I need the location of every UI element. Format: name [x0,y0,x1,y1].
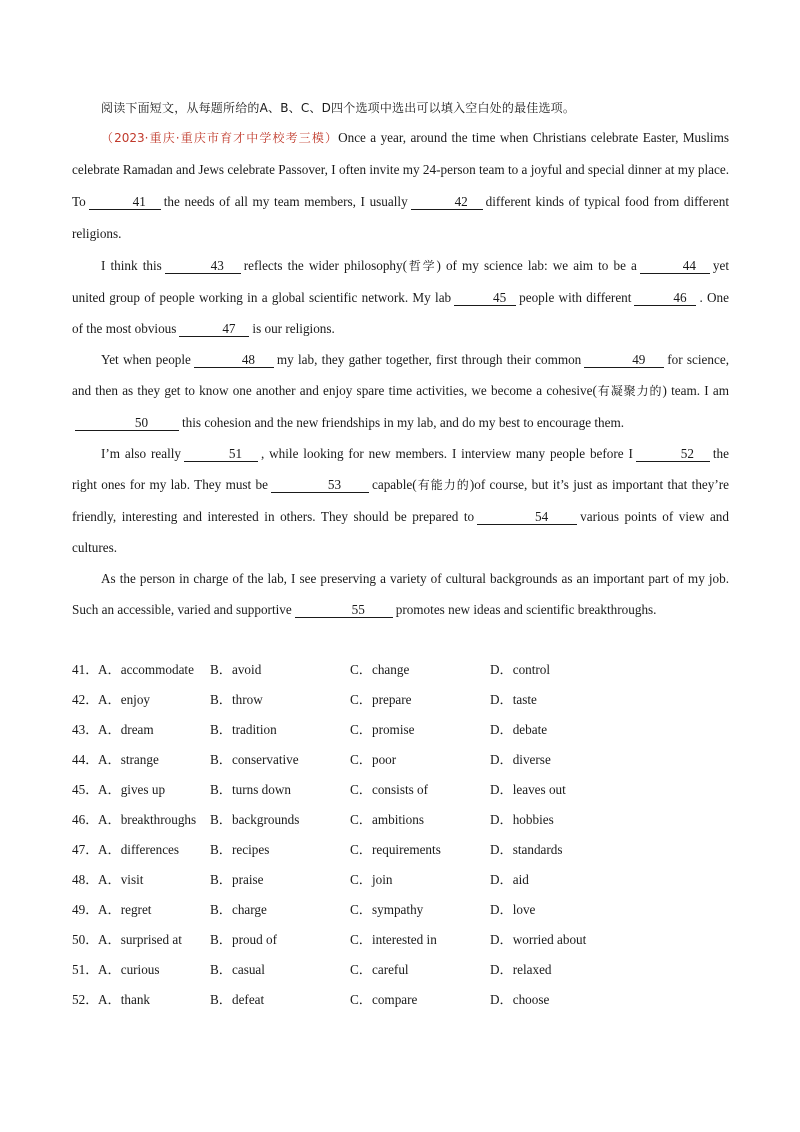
question-list [72,653,772,1013]
question-number: 47． [72,842,99,857]
option-c[interactable]: C．poor [350,752,397,767]
option-a[interactable]: A．breakthroughs [98,812,197,827]
blank-47[interactable]: 47 [179,321,249,337]
question-number: 50． [72,932,99,947]
option-d[interactable]: D．leaves out [490,782,566,797]
blank-43[interactable]: 43 [165,258,241,274]
question-row [72,953,772,983]
blank-49[interactable]: 49 [584,352,664,368]
passage-text: for science, and then as they get to know one another and enjoy spare time activities, we become a cohesive( [72,352,729,398]
paragraph-1 [72,122,729,250]
question-number: 51． [72,962,99,977]
blank-48[interactable]: 48 [194,352,274,368]
option-b[interactable]: B．turns down [210,782,291,797]
passage-text: this cohesion and the new friendships in my lab, and do my best to encourage them. [182,415,625,430]
option-b[interactable]: B．conservative [210,752,299,767]
option-c[interactable]: C．consists of [350,782,429,797]
passage-text: I’m also really [101,446,181,461]
instruction-text: 阅读下面短文，从每题所给的A、B、C、D四个选项中选出可以填入空白处的最佳选项。 [101,101,576,115]
question-row [72,923,772,953]
passage-text: yet united group of people working in a global scientific network. My lab [72,258,730,305]
question-row [72,683,772,713]
option-b[interactable]: B．praise [210,872,264,887]
option-c[interactable]: C．sympathy [350,902,424,917]
passage [72,122,729,625]
option-c[interactable]: C．requirements [350,842,441,857]
chinese-gloss: 有凝聚力的 [596,384,663,398]
option-d[interactable]: D．debate [490,722,548,737]
option-d[interactable]: D．worried about [490,932,587,947]
question-row [72,803,772,833]
option-a[interactable]: A．accommodate [98,662,194,677]
option-b[interactable]: B．defeat [210,992,265,1007]
passage-text: )of course, but it’s just as important that they’re friendly, interesting and interested in others. They should be prepared to [72,477,729,524]
blank-50[interactable]: 50 [75,415,179,431]
option-a[interactable]: A．differences [98,842,180,857]
chinese-gloss: 有能力的 [416,478,470,492]
option-c[interactable]: C．promise [350,722,415,737]
chinese-gloss: 哲学 [407,259,437,273]
question-number: 45． [72,782,99,797]
option-c[interactable]: C．change [350,662,410,677]
passage-text: different kinds of typical food from different religions. [72,194,730,241]
passage-text: is our religions. [252,321,335,336]
question-number: 43． [72,722,99,737]
question-number: 52． [72,992,99,1007]
option-b[interactable]: B．charge [210,902,267,917]
option-a[interactable]: A．curious [98,962,160,977]
option-a[interactable]: A．visit [98,872,144,887]
passage-text: promotes new ideas and scientific breakthroughs. [395,602,657,617]
blank-41[interactable]: 41 [89,194,161,210]
option-a[interactable]: A．thank [98,992,151,1007]
question-number: 49． [72,902,99,917]
passage-text: ) team. I am [662,383,729,398]
option-a[interactable]: A．gives up [98,782,166,797]
option-d[interactable]: D．taste [490,692,537,707]
question-row [72,893,772,923]
passage-text: reflects the wider philosophy( [243,258,408,273]
blank-42[interactable]: 42 [411,194,483,210]
option-a[interactable]: A．enjoy [98,692,151,707]
option-d[interactable]: D．standards [490,842,563,857]
option-c[interactable]: C．interested in [350,932,437,947]
paragraph-2 [72,250,729,344]
question-number: 46． [72,812,99,827]
passage-text: , while looking for new members. I interview many people before I [261,446,633,461]
question-row [72,653,772,683]
blank-46[interactable]: 46 [634,290,696,306]
passage-text: people with different [519,290,632,305]
option-b[interactable]: B．casual [210,962,265,977]
question-row [72,833,772,863]
passage-text: . One of the most obvious [72,290,729,336]
option-a[interactable]: A．strange [98,752,159,767]
option-b[interactable]: B．recipes [210,842,270,857]
option-b[interactable]: B．backgrounds [210,812,300,827]
option-c[interactable]: C．careful [350,962,409,977]
passage-text: ) of my science lab: we aim to be a [436,258,637,273]
option-d[interactable]: D．love [490,902,536,917]
passage-text: Once a year, around the time when Christians celebrate Easter, Muslims celebrate Ramadan and Jews celebrate Passover, I often invite my 24-person team to a joyful and special dinner at my place. To [72,130,729,209]
paragraph-3 [72,344,729,438]
question-number: 48． [72,872,99,887]
blank-54[interactable]: 54 [477,509,577,525]
option-d[interactable]: D．choose [490,992,550,1007]
option-d[interactable]: D．relaxed [490,962,552,977]
option-c[interactable]: C．ambitions [350,812,424,827]
option-b[interactable]: B．throw [210,692,263,707]
question-row [72,983,772,1013]
option-c[interactable]: C．join [350,872,393,887]
option-c[interactable]: C．compare [350,992,418,1007]
option-a[interactable]: A．regret [98,902,152,917]
option-b[interactable]: B．tradition [210,722,277,737]
option-a[interactable]: A．surprised at [98,932,182,947]
question-row [72,863,772,893]
paragraph-4 [72,438,729,563]
option-d[interactable]: D．aid [490,872,529,887]
question-row [72,743,772,773]
source-citation: （2023·重庆·重庆市育才中学校考三模） [101,131,339,145]
passage-text: As the person in charge of the lab, I see preserving a variety of cultural backgrounds as an important part of my job. Such an accessible, varied and supportive [72,571,729,617]
option-a[interactable]: A．dream [98,722,154,737]
blank-53[interactable]: 53 [271,477,369,493]
question-row [72,773,772,803]
passage-text: capable( [372,477,417,492]
option-d[interactable]: D．diverse [490,752,551,767]
question-row [72,713,772,743]
passage-text: Yet when people [101,352,191,367]
blank-55[interactable]: 55 [295,602,393,618]
option-d[interactable]: D．hobbies [490,812,554,827]
passage-text: various points of view and cultures. [72,509,729,555]
blank-44[interactable]: 44 [640,258,710,274]
paragraph-5 [72,563,729,625]
option-c[interactable]: C．prepare [350,692,412,707]
passage-text: I think this [101,258,162,273]
passage-text: my lab, they gather together, first through their common [276,352,582,367]
blank-51[interactable]: 51 [184,446,258,462]
blank-52[interactable]: 52 [636,446,710,462]
option-d[interactable]: D．control [490,662,551,677]
option-b[interactable]: B．proud of [210,932,278,947]
passage-text: the right ones for my lab. They must be [72,446,729,492]
question-number: 44． [72,752,99,767]
passage-text: the needs of all my team members, I usually [163,194,408,209]
question-number: 42． [72,692,99,707]
option-b[interactable]: B．avoid [210,662,262,677]
question-number: 41． [72,662,99,677]
blank-45[interactable]: 45 [454,290,516,306]
